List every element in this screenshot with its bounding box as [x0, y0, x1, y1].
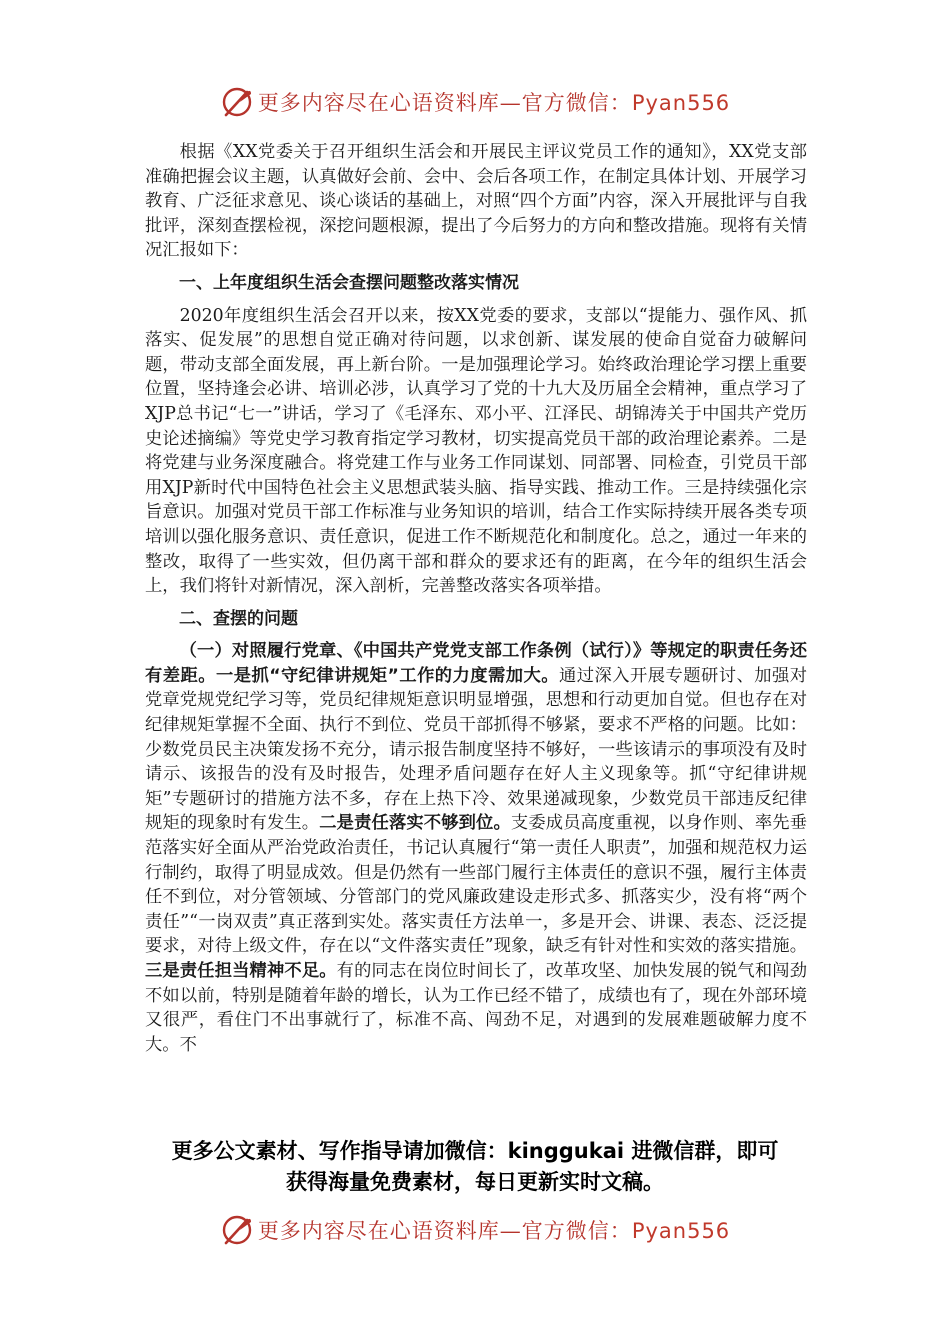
quill-logo-icon — [220, 1213, 254, 1247]
point3-body: 有的同志在岗位时间长了，改革攻坚、加快发展的锐气和闯劲不如以前，特别是随着年龄的增长，认为工作已经不错了，成绩也有了，现在外部环境又很严，看住门不出事就行了，标准不高、闯劲不足，对遇到的发展难题破解力度不大。不 — [145, 961, 807, 1055]
promo-line-2: 获得海量免费素材，每日更新实时文稿。 — [286, 1170, 664, 1194]
point1-body: 通过深入开展专题研讨、加强对党章党规党纪学习等，党员纪律规矩意识明显增强，思想和行动更加自觉。但也存在对纪律规矩掌握不全面、执行不到位、党员干部抓得不够紧，要求不严格的问题。比如：少数党员民主决策发扬不充分，请示报告制度坚持不够好，一些该请示的事项没有及时请示、该报告的没有及时报告，处理矛盾问题存在好人主义现象等。抓“守纪律讲规矩”专题研讨的措施方法不多，存在上热下冷、效果递减现象，少数党员干部违反纪律规矩的现象时有发生。 — [145, 665, 807, 834]
point1-title: 一是抓“守纪律讲规矩”工作的力度需加大。 — [215, 665, 560, 686]
section2-paragraph — [145, 639, 807, 1057]
header-banner — [0, 82, 950, 122]
footer-banner — [0, 1210, 950, 1250]
section1-heading: 一、上年度组织生活会查摆问题整改落实情况 — [179, 272, 519, 293]
banner-label: 更多内容尽在心语资料库—官方微信：Pyan556 — [257, 1219, 731, 1243]
point2-title: 二是责任落实不够到位。 — [319, 813, 511, 834]
intro-paragraph: 根据《XX党委关于召开组织生活会和开展民主评议党员工作的通知》，XX党支部准确把握会议主题，认真做好会前、会中、会后各项工作，在制定具体计划、开展学习教育、广泛征求意见、谈心谈话的基础上，对照“四个方面”内容，深入开展批评与自我批评，深刻查摆检视，深挖问题根源，提出了今后努力的方向和整改措施。现将有关情况汇报如下： — [145, 142, 807, 261]
banner-label: 更多内容尽在心语资料库—官方微信：Pyan556 — [257, 91, 731, 115]
document-body — [145, 140, 807, 1057]
section1-paragraph: 2020年度组织生活会召开以来，按XX党委的要求，支部以“提能力、强作风、抓落实、促发展”的思想自觉正确对待问题，以求创新、谋发展的使命自觉奋力破解问题，带动支部全面发展，再上新台阶。一是加强理论学习。始终政治理论学习摆上重要位置，坚持逢会必讲、培训必涉，认真学习了党的十九大及历届全会精神，重点学习了XJP总书记“七一”讲话，学习了《毛泽东、邓小平、江泽民、胡锦涛关于中国共产党历史论述摘编》等党史学习教育指定学习教材，切实提高党员干部的政治理论素养。二是将党建与业务深度融合。将党建工作与业务工作同谋划、同部署、同检查，引党员干部用XJP新时代中国特色社会主义思想武装头脑、指导实践、推动工作。三是持续强化宗旨意识。加强对党员干部工作标准与业务知识的培训，结合工作实际持续开展各类专项培训以强化服务意识、责任意识，促进工作不断规范化和制度化。总之，通过一年来的整改，取得了一些实效，但仍离干部和群众的要求还有的距离，在今年的组织生活会上，我们将针对新情况，深入剖析，完善整改落实各项举措。 — [145, 305, 807, 597]
quill-logo-icon — [220, 85, 254, 119]
point3-title: 三是责任担当精神不足。 — [145, 961, 337, 981]
promo-notice — [0, 1136, 950, 1198]
banner-wechat-id: Pyan556 — [631, 91, 731, 115]
section2-heading: 二、查摆的问题 — [179, 608, 298, 629]
sub1-title: （一）对照履行党章、《中国共产党党支部工作条例（试行）》等规定的职责任务还有差距。 — [145, 641, 807, 686]
banner-wechat-id: Pyan556 — [631, 1219, 731, 1243]
point2-body: 支委成员高度重视，以身作则、率先垂范落实好全面从严治党政治责任，书记认真履行“第一责任人职责”，加强和规范权力运行制约，取得了明显成效。但是仍然有一些部门履行主体责任的意识不强，履行主体责任不到位，对分管领域、分管部门的党风廉政建设走形式多、抓落实少，没有将“两个责任”“一岗双责”真正落到实处。落实责任方法单一，多是开会、讲课、表态、泛泛提要求，对待上级文件，存在以“文件落实责任”现象，缺乏有针对性和实效的落实措施。 — [145, 813, 807, 957]
promo-line-1: 更多公文素材、写作指导请加微信：kinggukai 进微信群，即可 — [171, 1139, 779, 1163]
